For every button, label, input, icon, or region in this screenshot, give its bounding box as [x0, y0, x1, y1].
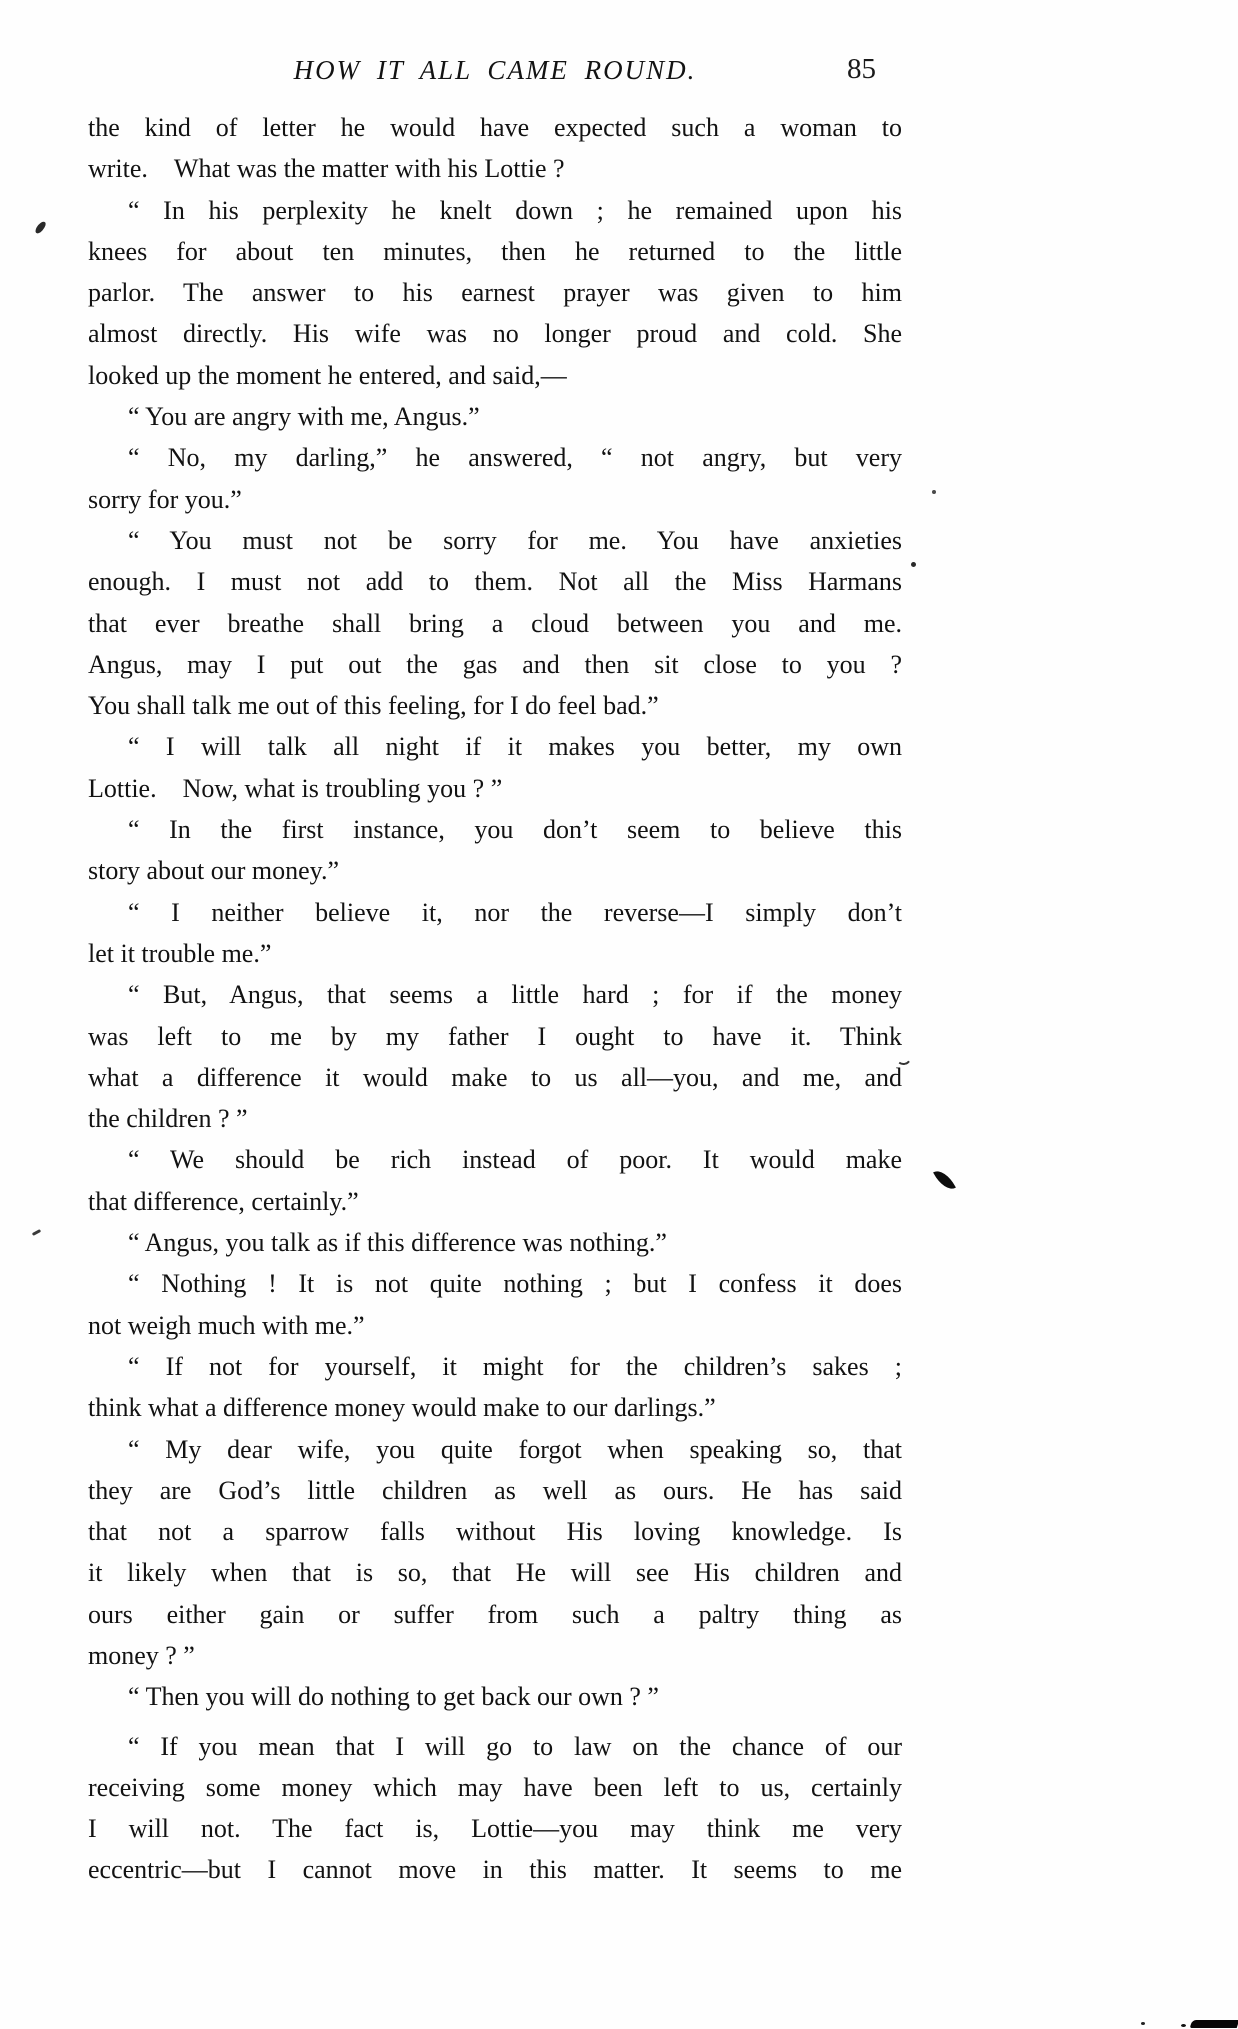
page-number: 85 [847, 53, 876, 85]
text-line: what a difference it would make to us all—you, and me, and [88, 1062, 902, 1092]
text-line: “ You are angry with me, Angus.” [128, 402, 480, 432]
text-line: write. What was the matter with his Lottie ? [88, 154, 565, 184]
text-line: “ If not for yourself, it might for the children’s sakes ; [128, 1351, 902, 1381]
text-line: the kind of letter he would have expected such a woman to [88, 113, 902, 142]
text-line: looked up the moment he entered, and said,— [88, 360, 567, 390]
text-line: think what a difference money would make to our darlings.” [88, 1393, 716, 1423]
running-title: HOW IT ALL CAME ROUND. [293, 55, 697, 85]
text-line: story about our money.” [88, 856, 340, 886]
text-line: Angus, may I put out the gas and then sit close to you ? [88, 649, 902, 679]
text-line: You shall talk me out of this feeling, for I do feel bad.” [88, 691, 659, 721]
text-line: the children ? ” [88, 1104, 248, 1134]
ink-mark [34, 221, 47, 235]
text-line: parlor. The answer to his earnest prayer was given to him [88, 278, 902, 308]
text-line: eccentric—but I cannot move in this matter. It seems to me [88, 1855, 902, 1885]
text-line: “ We should be rich instead of poor. It would make [128, 1145, 902, 1175]
text-line: “ Nothing ! It is not quite nothing ; but I confess it does [128, 1269, 902, 1299]
scan-edge-artifact [1141, 2022, 1145, 2025]
text-line: “ In his perplexity he knelt down ; he remained upon his [128, 195, 902, 225]
text-line: that difference, certainly.” [88, 1186, 359, 1216]
text-line: was left to me by my father I ought to have it. Think [88, 1021, 902, 1051]
text-line: “ In the first instance, you don’t seem to believe this [128, 815, 902, 845]
text-line: it likely when that is so, that He will see His children and [88, 1558, 902, 1588]
text-line: that ever breathe shall bring a cloud between you and me. [88, 608, 902, 638]
text-line: “ If you mean that I will go to law on the chance of our [128, 1731, 902, 1761]
ink-mark [911, 562, 916, 567]
text-line: almost directly. His wife was no longer proud and cold. She [88, 319, 902, 349]
text-line: they are God’s little children as well as ours. He has said [88, 1475, 902, 1505]
text-line: “ My dear wife, you quite forgot when speaking so, that [128, 1434, 902, 1464]
text-line: money ? ” [88, 1640, 195, 1670]
text-line: I will not. The fact is, Lottie—you may think me very [88, 1814, 902, 1844]
ink-mark [932, 490, 936, 494]
text-line: that not a sparrow falls without His loving knowledge. Is [88, 1517, 902, 1547]
text-line: Lottie. Now, what is troubling you ? ” [88, 773, 503, 803]
text-line: let it trouble me.” [88, 938, 272, 968]
scan-edge-artifact [1181, 2024, 1186, 2027]
text-line: “ No, my darling,” he answered, “ not angry, but very [128, 443, 902, 473]
text-line: ours either gain or suffer from such a paltry thing as [88, 1599, 902, 1629]
ink-mark [32, 1229, 41, 1236]
text-line: enough. I must not add to them. Not all the Miss Harmans [88, 567, 902, 597]
text-line: receiving some money which may have been left to us, certainly [88, 1772, 902, 1802]
text-line: sorry for you.” [88, 484, 242, 514]
text-line: “ Then you will do nothing to get back our own ? ” [128, 1682, 659, 1712]
text-line: knees for about ten minutes, then he returned to the little [88, 236, 902, 266]
text-line: “ I will talk all night if it makes you better, my own [128, 732, 902, 762]
text-line: “ You must not be sorry for me. You have anxieties [128, 525, 902, 555]
text-line: “ Angus, you talk as if this difference was nothing.” [128, 1228, 667, 1258]
scan-edge-artifact [1190, 2020, 1238, 2028]
text-line: not weigh much with me.” [88, 1310, 365, 1340]
page-header [88, 55, 902, 95]
text-line: “ I neither believe it, nor the reverse—I simply don’t [128, 897, 902, 927]
page-body [88, 107, 902, 1891]
text-line: “ But, Angus, that seems a little hard ; for if the money [128, 980, 902, 1010]
ink-mark [933, 1166, 956, 1193]
